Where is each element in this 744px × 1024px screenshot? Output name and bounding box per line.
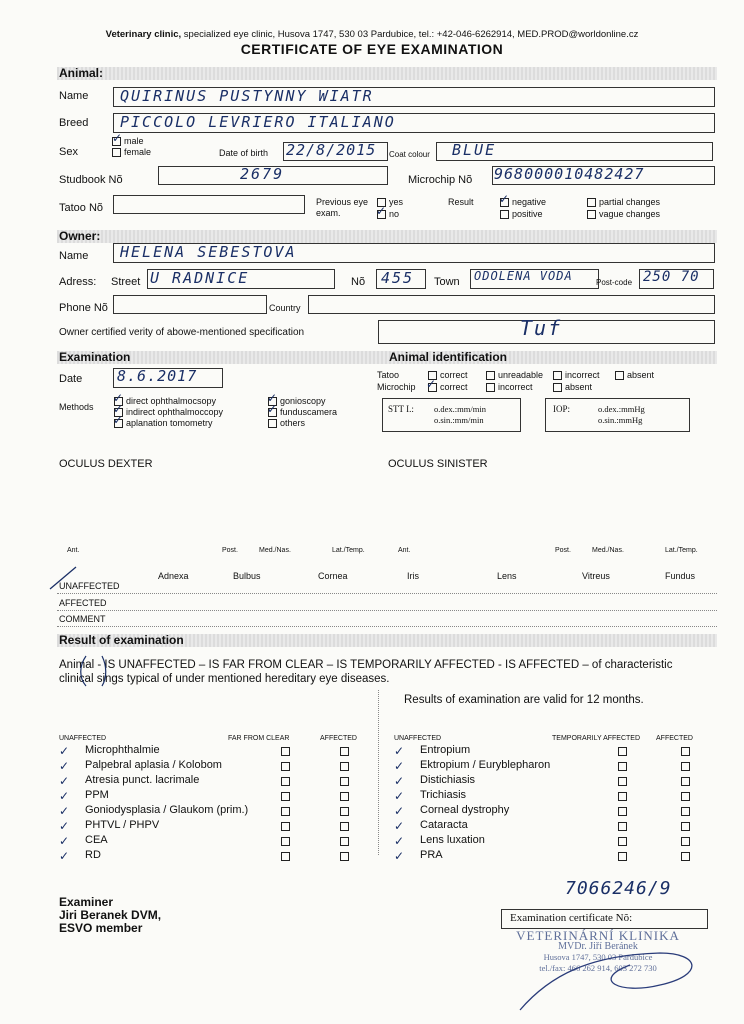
unaffected-row-line [57,593,717,594]
check-icon: ✓ [59,819,70,833]
col-vitreus: Vitreus [582,571,610,581]
method-gonioscopy-tick-icon: ✓ [267,391,278,405]
vague-checkbox[interactable] [587,210,596,219]
stamp-line2: MVDr. Jiří Beránek [558,941,638,952]
check-icon: ✓ [394,834,405,848]
method-direct-tick-icon: ✓ [113,391,124,405]
od-post-label: Post. [222,547,238,554]
coat-label: Coat colour [389,150,430,159]
tatoo-unreadable-option[interactable]: unreadable [486,370,543,380]
oculus-sinister-label: OCULUS SINISTER [388,458,488,470]
studbook-value: 2679 [240,165,285,183]
od-lat-label: Lat./Temp. [332,547,365,554]
previous-exam-label: Previous eye exam. [316,197,369,218]
method-gonioscopy[interactable]: gonioscopy [268,396,326,406]
result-negative-option[interactable]: negative [500,197,546,207]
certificate-number-handwritten: 7066246/9 [565,878,672,899]
animal-name-value: QUIRINUS PUSTYNNY WIATR [120,87,374,105]
street-label: Street [111,276,141,288]
microchip-correct-option[interactable]: correct [428,382,468,392]
validity-note: Results of examination are valid for 12 months. [404,694,644,706]
town-label: Town [434,276,460,288]
exam-date-value: 8.6.2017 [117,367,198,385]
owner-name-value: HELENA SEBESTOVA [120,243,297,261]
stt-label: STT I.: [388,404,414,414]
check-icon: ✓ [59,774,70,788]
check-icon: ✓ [59,759,70,773]
owner-section-title: Owner: [59,229,101,243]
check-icon: ✓ [59,804,70,818]
method-funduscamera-tick-icon: ✓ [267,402,278,416]
examiner-signature-mark [510,935,710,1015]
unaffected-slash-mark [48,565,78,591]
method-aplanation[interactable]: aplanation tomometry [114,418,213,428]
tatoo-correct-option[interactable]: correct [428,370,468,380]
method-direct[interactable]: direct ophthalmocsopy [114,396,216,406]
unaffected-row-label: UNAFFECTED [59,581,120,591]
examiner-role: ESVO member [59,921,143,935]
method-others[interactable]: others [268,418,305,428]
adress-label: Adress: [59,276,97,288]
result-section-title: Result of examination [59,633,184,647]
animal-section-band [57,67,717,80]
check-icon: ✓ [59,744,70,758]
sex-male-option[interactable]: male [112,136,144,146]
tatoo-label: Tatoo Nõ [59,202,104,214]
stt-sin: o.sin.:mm/min [434,415,484,425]
phone-field[interactable] [113,295,267,314]
examiner-label: Examiner [59,895,114,909]
comment-row-line [57,626,717,627]
id-microchip-label: Microchip [377,382,416,392]
tatoo-incorrect-option[interactable]: incorrect [553,370,600,380]
negative-tick-icon: ✓ [499,192,510,206]
microchip-absent-option[interactable]: absent [553,382,592,392]
col-cornea: Cornea [318,571,348,581]
prev-no-tick-icon: ✓ [376,204,387,218]
result-statement-line2: clinical sings typical of under mentioned hereditary eye diseases. [59,673,390,685]
od-med-label: Med./Nas. [259,547,291,554]
clinic-header: Veterinary clinic, specialized eye clinic, Husova 1747, 530 03 Pardubice, tel.: +42-046-6262914, MED.PROD@worldonline.cz [105,29,639,40]
examiner-name: Jiri Beranek DVM, [59,908,162,922]
check-icon: ✓ [394,759,405,773]
col-iris: Iris [407,571,419,581]
id-tatoo-label: Tatoo [377,370,400,380]
result-vague-option[interactable]: vague changes [587,209,660,219]
tatoo-absent-option[interactable]: absent [615,370,654,380]
owner-name-label: Name [59,250,89,262]
methods-label: Methods [59,402,94,412]
postcode-label: Post-code [596,278,633,287]
stamp-line4: tel./fax: 466 262 914, 603 272 730 [539,963,657,973]
prev-exam-no-option[interactable]: no [377,209,399,219]
col-lens: Lens [497,571,517,581]
check-icon: ✓ [394,744,405,758]
affected-row-line [57,610,717,611]
method-funduscamera[interactable]: funduscamera [268,407,337,417]
owner-section-band [57,230,717,243]
positive-checkbox[interactable] [500,210,509,219]
comment-row-label: COMMENT [59,614,106,624]
result-divider [378,690,379,855]
check-icon: ✓ [59,789,70,803]
town-value: ODOLENA VODA [474,269,573,283]
check-icon: ✓ [59,834,70,848]
examination-section-band [57,351,717,364]
iop-dex: o.dex.:mmHg [598,404,645,414]
col-adnexa: Adnexa [158,571,189,581]
os-lat-label: Lat./Temp. [665,547,698,554]
result-selection-mark [78,652,108,688]
owner-signature: Tuf [520,316,563,340]
right-header-unaffected: UNAFFECTED [394,735,442,742]
animal-name-label: Name [59,90,89,102]
dob-label: Date of birth [219,148,269,158]
result-label: Result [448,197,474,207]
check-icon: ✓ [394,774,405,788]
coat-value: BLUE [452,141,497,159]
microchip-correct-tick-icon: ✓ [426,377,437,391]
affected-row-label: AFFECTED [59,598,107,608]
iop-label: IOP: [553,404,571,414]
sex-male-tick-icon: ✓ [112,131,123,145]
house-no-value: 455 [381,269,415,287]
right-header-affected: AFFECTED [656,735,693,742]
house-no-label: Nõ [351,276,366,288]
sex-female-option[interactable]: female [112,147,151,157]
microchip-label: Microchip Nõ [408,174,473,186]
street-value: U RADNICE [150,269,250,287]
phone-label: Phone Nõ [59,302,108,314]
os-med-label: Med./Nas. [592,547,624,554]
check-icon: ✓ [59,849,70,863]
exam-date-label: Date [59,373,83,385]
check-icon: ✓ [394,849,405,863]
partial-checkbox[interactable] [587,198,596,207]
sex-female-checkbox[interactable] [112,148,121,157]
examination-section-title: Examination [59,350,131,364]
iop-sin: o.sin.:mmHg [598,415,643,425]
animal-section-title: Animal: [59,66,104,80]
microchip-incorrect-option[interactable]: incorrect [486,382,533,392]
result-positive-option[interactable]: positive [500,209,543,219]
method-indirect[interactable]: indirect ophthalmoccopy [114,407,223,417]
right-header-temporarily: TEMPORARILY AFFECTED [552,735,641,742]
check-icon: ✓ [394,819,405,833]
method-indirect-tick-icon: ✓ [113,402,124,416]
left-header-far-from-clear: FAR FROM CLEAR [228,735,290,742]
stamp-line3: Husova 1747, 530 03 Pardubice [543,952,653,962]
stamp-line1: VETERINÁRNÍ KLINIKA [516,928,680,943]
tatoo-field[interactable] [113,195,305,214]
prev-exam-yes-option[interactable]: yes [377,197,403,207]
os-ant-label: Ant. [398,547,411,554]
result-statement-line1: Animal - IS UNAFFECTED – IS FAR FROM CLEAR – IS TEMPORARILY AFFECTED - IS AFFECTED – of characteristic [59,659,673,671]
col-fundus: Fundus [665,571,696,581]
breed-label: Breed [59,117,89,129]
stt-dex: o.dex.:mm/min [434,404,486,414]
check-icon: ✓ [394,789,405,803]
postcode-value: 250 70 [643,269,700,285]
od-ant-label: Ant. [67,547,80,554]
col-bulbus: Bulbus [233,571,261,581]
country-label: Country [269,303,301,313]
country-field[interactable] [308,295,715,314]
examiner-block [59,896,161,935]
oculus-dexter-label: OCULUS DEXTER [59,458,153,470]
breed-value: PICCOLO LEVRIERO ITALIANO [120,113,396,131]
owner-certified-label: Owner certified verity of abowe-mentioned specification [59,327,305,338]
sex-label: Sex [59,146,78,158]
result-partial-option[interactable]: partial changes [587,197,660,207]
os-post-label: Post. [555,547,571,554]
method-aplanation-tick-icon: ✓ [113,413,124,427]
left-header-unaffected: UNAFFECTED [59,735,107,742]
dob-value: 22/8/2015 [286,141,377,159]
certificate-title: CERTIFICATE OF EYE EXAMINATION [240,41,504,57]
left-header-affected: AFFECTED [320,735,357,742]
check-icon: ✓ [394,804,405,818]
microchip-value: 968000010482427 [494,165,645,183]
certificate-number-label: Examination certificate Nõ: [510,912,633,924]
identification-section-title: Animal identification [389,350,508,364]
studbook-label: Studbook Nõ [59,174,123,186]
